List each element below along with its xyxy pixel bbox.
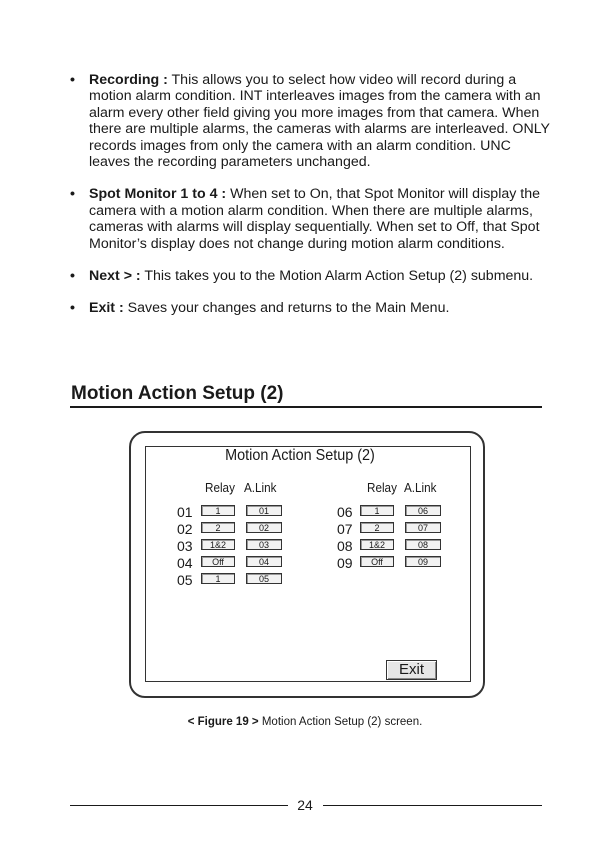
alarm-link-field[interactable]: 06 [405, 505, 441, 516]
row-number: 05 [177, 572, 193, 588]
left-link-header: A.Link [244, 480, 277, 495]
alarm-link-field[interactable]: 07 [405, 522, 441, 533]
alarm-link-field[interactable]: 08 [405, 539, 441, 550]
exit-button[interactable]: Exit [386, 660, 437, 680]
relay-field[interactable]: 2 [201, 522, 235, 533]
row-number: 03 [177, 538, 193, 554]
bullet-text: This allows you to select how video will record during a motion alarm condition. INT interleaves images from the camera with an alarm every other field giving you more images from that camera. When there are multiple alarms, the cameras with alarms are interleaved. ONLY records images from only the camera with an alarm condition. UNC leaves the recording parameters unchanged. [89, 72, 550, 171]
alarm-link-field[interactable]: 03 [246, 539, 282, 550]
alarm-link-field[interactable]: 05 [246, 573, 282, 584]
relay-field[interactable]: 1 [360, 505, 394, 516]
alarm-link-field[interactable]: 04 [246, 556, 282, 567]
row-number: 07 [337, 521, 353, 537]
alarm-link-field[interactable]: 01 [246, 505, 282, 516]
relay-field[interactable]: 1 [201, 505, 235, 516]
bullet-text: Saves your changes and returns to the Main Menu. [127, 300, 450, 317]
footer-rule-left [70, 805, 288, 806]
figure-label: < Figure 19 > [187, 716, 259, 728]
relay-field[interactable]: 1 [201, 573, 235, 584]
relay-field[interactable]: Off [360, 556, 394, 567]
bullet-list [70, 72, 550, 333]
bullet-text: This takes you to the Motion Alarm Action Setup (2) submenu. [144, 268, 534, 285]
bullet-next [70, 268, 550, 284]
relay-field[interactable]: 1&2 [201, 539, 235, 550]
row-number: 02 [177, 521, 193, 537]
page-number: 24 [297, 797, 313, 813]
bullet-dot: • [70, 72, 75, 88]
relay-field[interactable]: 2 [360, 522, 394, 533]
bullet-spot-monitor [70, 186, 550, 252]
row-number: 04 [177, 555, 193, 571]
bullet-term: Next > : [89, 268, 141, 285]
row-number: 09 [337, 555, 353, 571]
bullet-term: Exit : [89, 300, 124, 317]
bullet-recording [70, 72, 550, 170]
section-divider [70, 406, 542, 408]
bullet-term: Spot Monitor 1 to 4 : [89, 186, 227, 203]
right-relay-header: Relay [367, 480, 397, 495]
section-title: Motion Action Setup (2) [71, 383, 284, 404]
row-number: 08 [337, 538, 353, 554]
bullet-text: When set to On, that Spot Monitor will display the camera with a motion alarm condition. When there are multiple alarms, cameras with alarms will display sequentially. When set to Off, that Spot Monitor’s display does not change during motion alarm conditions. [89, 186, 541, 252]
figure-caption [0, 716, 610, 728]
relay-field[interactable]: Off [201, 556, 235, 567]
footer-rule-right [323, 805, 542, 806]
row-number: 06 [337, 504, 353, 520]
row-number: 01 [177, 504, 193, 520]
osd-title: Motion Action Setup (2) [225, 447, 375, 464]
alarm-link-field[interactable]: 02 [246, 522, 282, 533]
caption-text: Motion Action Setup (2) screen. [261, 716, 423, 728]
bullet-term: Recording : [89, 72, 168, 88]
bullet-dot: • [70, 268, 75, 285]
left-relay-header: Relay [205, 480, 235, 495]
relay-field[interactable]: 1&2 [360, 539, 394, 550]
bullet-dot: • [70, 300, 75, 317]
right-link-header: A.Link [404, 480, 437, 495]
bullet-exit [70, 300, 550, 316]
alarm-link-field[interactable]: 09 [405, 556, 441, 567]
bullet-dot: • [70, 186, 75, 203]
